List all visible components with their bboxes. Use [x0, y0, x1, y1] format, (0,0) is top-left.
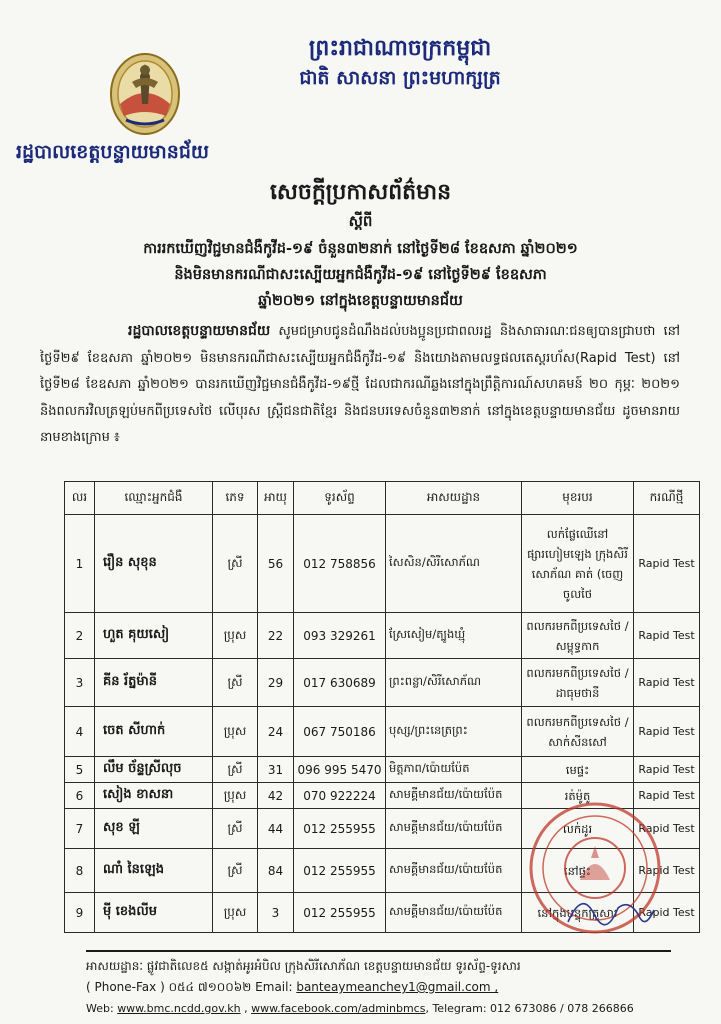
header-name: ឈ្មោះអ្នកជំងឺ [95, 482, 213, 515]
cell-phone: 017 630689 [294, 659, 386, 707]
header-test: ករណីថ្មី [634, 482, 700, 515]
table-row [65, 515, 700, 613]
cell-sex: ស្រី [213, 849, 258, 893]
cell-name: ចេត សីហាក់ [95, 707, 213, 757]
header-sex: ភេទ [213, 482, 258, 515]
cell-occupation: រត់ម៉ូតូ [522, 783, 634, 809]
cell-sex: ស្រី [213, 757, 258, 783]
body-lead: រដ្ឋបាលខេត្តបន្ទាយមានជ័យ [128, 323, 271, 339]
cell-occupation: មេផ្ទះ [522, 757, 634, 783]
cell-occupation: នៅក្នុងបន្ទុកគ្រួសារ [522, 893, 634, 933]
cell-no: 3 [65, 659, 95, 707]
cell-sex: ស្រី [213, 809, 258, 849]
footer-address: អាសយដ្ឋានៈ ផ្លូវជាតិលេខ៥ សង្កាត់អូរអំបិល ក្រុងសិរីសោភ័ណ ខេត្តបន្ទាយមានជ័យ ទូរស័ព្ទ-ទូរសារ [86, 959, 521, 973]
cell-name: ហួត គុយសៀ [95, 613, 213, 659]
cell-name: លឹម ច័ន្ទស្រីលុច [95, 757, 213, 783]
national-motto: ជាតិ សាសនា ព្រះមហាក្សត្រ [299, 67, 501, 89]
facebook-link[interactable]: www.facebook.com/adminbmcs [251, 1002, 426, 1015]
cell-test: Rapid Test [634, 515, 700, 613]
cell-name: ណាំ នៃឡេង [95, 849, 213, 893]
footer-divider [86, 950, 671, 952]
provincial-emblem-icon [108, 52, 182, 136]
cell-occupation: លក់ដូរ [522, 809, 634, 849]
document-title: សេចក្តីប្រកាសព័ត៌មាន [269, 179, 452, 205]
headline-line: និងមិនមានករណីជាសះស្បើយអ្នកជំងឺកូវីដ-១៩ នៅថ្ងៃទី២៩ ខែឧសភា [174, 266, 547, 283]
cell-phone: 070 922224 [294, 783, 386, 809]
cell-sex: ស្រី [213, 659, 258, 707]
cell-age: 3 [258, 893, 294, 933]
cell-no: 8 [65, 849, 95, 893]
cell-name: គីន រ័ត្នម៉ានី [95, 659, 213, 707]
cell-sex: ប្រុស [213, 613, 258, 659]
cell-age: 22 [258, 613, 294, 659]
cell-test: Rapid Test [634, 893, 700, 933]
body-text: សូមជម្រាបជូនដំណឹងដល់បងប្អូនប្រជាពលរដ្ឋ និងសាធារណៈជនឲ្យបានជ្រាបថា នៅថ្ងៃទី២៩ ខែឧសភា ឆ្នាំ២០២១ មិនមានករណីជាសះស្បើយអ្នកជំងឺកូវីដ-១៩ និងយោងតាមលទ្ធផលតេស្តរហ័ស(Rapid Test) នៅថ្ងៃទី២៨ ខែឧសភា ឆ្នាំ២០២១ បានរកឃើញវិជ្ជមានជំងឺកូវីដ-១៩ថ្មី ដែលជាករណីឆ្លងនៅក្នុងព្រឹត្តិការណ៍សហគមន៍ ២០ កុម្ភៈ ២០២១ និងពលករវិលត្រឡប់មកពីប្រទេសថៃ លើបុរស ស្រ្តីជនជាតិខ្មែរ និងជនបរទេសចំនួន៣២នាក់ នៅក្នុងខេត្តបន្ទាយមានជ័យ ដូចមានរាយនាមខាងក្រោម ៖ [40, 324, 680, 445]
cell-age: 31 [258, 757, 294, 783]
cell-test: Rapid Test [634, 809, 700, 849]
cell-occupation: នៅផ្ទះ [522, 849, 634, 893]
table-row [65, 893, 700, 933]
cell-no: 5 [65, 757, 95, 783]
header-age: អាយុ [258, 482, 294, 515]
cases-table [64, 481, 700, 933]
footer-contacts [86, 956, 686, 1019]
headline [60, 236, 661, 314]
cell-occupation: ពលករមកពីប្រទេសថៃ / សម្ពុទ្ធកាក [522, 613, 634, 659]
cell-name: រឿន សុខុន [95, 515, 213, 613]
cell-age: 84 [258, 849, 294, 893]
table-row [65, 757, 700, 783]
cell-name: សុខ ឡី [95, 809, 213, 849]
cell-address: សាមគ្គីមានជ័យ/ប៉ោយប៉ែត [386, 783, 522, 809]
cell-address: ស្រែសៀម/ត្បូងឃ្មុំ [386, 613, 522, 659]
cell-age: 42 [258, 783, 294, 809]
table-row [65, 659, 700, 707]
cell-test: Rapid Test [634, 707, 700, 757]
cell-no: 2 [65, 613, 95, 659]
cell-sex: ប្រុស [213, 707, 258, 757]
footer-web: Web: www.bmc.ncdd.gov.kh , www.facebook.com/adminbmcs, Telegram: 012 673086 / 078 266866 [86, 1002, 634, 1015]
cell-occupation: ពលករមកពីប្រទេសថៃ / ដាធុមថានី [522, 659, 634, 707]
document-about: ស្តីពី [348, 212, 373, 230]
cell-age: 24 [258, 707, 294, 757]
table-row [65, 849, 700, 893]
cell-no: 7 [65, 809, 95, 849]
cell-name: ម៉ី ខេងលីម [95, 893, 213, 933]
cell-sex: ស្រី [213, 515, 258, 613]
cell-phone: 012 255955 [294, 849, 386, 893]
cell-phone: 096 995 5470 [294, 757, 386, 783]
kingdom-header: ព្រះរាជាណាចក្រកម្ពុជា [308, 35, 492, 61]
table-row [65, 809, 700, 849]
cell-age: 56 [258, 515, 294, 613]
cell-address: សាមគ្គីមានជ័យ/ប៉ោយប៉ែត [386, 849, 522, 893]
headline-line: ការរកឃើញវិជ្ជមានជំងឺកូវីដ-១៩ ចំនួន៣២នាក់ នៅថ្ងៃទី២៨ ខែឧសភា ឆ្នាំ២០២១ [143, 240, 578, 257]
cell-address: សាមគ្គីមានជ័យ/ប៉ោយប៉ែត [386, 893, 522, 933]
cell-test: Rapid Test [634, 613, 700, 659]
footer-telegram: , Telegram: 012 673086 / 078 266866 [425, 1002, 634, 1015]
table-row [65, 707, 700, 757]
table-row [65, 613, 700, 659]
cell-phone: 067 750186 [294, 707, 386, 757]
website-link[interactable]: www.bmc.ncdd.gov.kh [117, 1002, 241, 1015]
cell-address: ព្រះពន្លា/សិរីសោភ័ណ [386, 659, 522, 707]
footer-phone-fax: ( Phone-Fax ) ០៥៤ ៧១០០៦២ Email: [86, 980, 297, 994]
cell-test: Rapid Test [634, 659, 700, 707]
announcement-body [40, 318, 680, 452]
cell-phone: 012 255955 [294, 893, 386, 933]
cell-test: Rapid Test [634, 757, 700, 783]
cell-phone: 012 255955 [294, 809, 386, 849]
cell-address: បុស្ស/ព្រះនេត្រព្រះ [386, 707, 522, 757]
cell-no: 6 [65, 783, 95, 809]
cell-address: សាមគ្គីមានជ័យ/ប៉ោយប៉ែត [386, 809, 522, 849]
header-phone: ទូរស័ព្ទ [294, 482, 386, 515]
footer-phone-email [86, 977, 686, 998]
cell-age: 44 [258, 809, 294, 849]
cell-age: 29 [258, 659, 294, 707]
table-row [65, 783, 700, 809]
email-link[interactable]: banteaymeanchey1@gmail.com , [296, 980, 499, 994]
cell-no: 4 [65, 707, 95, 757]
cell-sex: ប្រុស [213, 893, 258, 933]
cell-occupation: ពលករមកពីប្រទេសថៃ / សាក់សីនសៅ [522, 707, 634, 757]
cell-test: Rapid Test [634, 783, 700, 809]
cell-sex: ប្រុស [213, 783, 258, 809]
issuing-authority: រដ្ឋបាលខេត្តបន្ទាយមានជ័យ [16, 141, 209, 163]
cell-name: សៀង ខាសនា [95, 783, 213, 809]
cell-test: Rapid Test [634, 849, 700, 893]
cell-no: 1 [65, 515, 95, 613]
cell-no: 9 [65, 893, 95, 933]
footer-web-label: Web: [86, 1002, 118, 1015]
headline-line: ឆ្នាំ២០២១ នៅក្នុងខេត្តបន្ទាយមានជ័យ [258, 292, 463, 309]
table-header-row [65, 482, 700, 515]
header-address: អាសយដ្ឋាន [386, 482, 522, 515]
cell-phone: 012 758856 [294, 515, 386, 613]
cell-occupation: លក់ផ្លែឈើនៅផ្សារហៀមឡេង ក្រុងសិរីសោភ័ណ គាត់ (ចេញចូលថៃ [522, 515, 634, 613]
header-occupation: មុខរបរ [522, 482, 634, 515]
cell-address: មិត្តភាព/ប៉ោយប៉ែត [386, 757, 522, 783]
cell-phone: 093 329261 [294, 613, 386, 659]
header-no: លរ [65, 482, 95, 515]
cell-address: សៃសិន/សិរីសោភ័ណ [386, 515, 522, 613]
